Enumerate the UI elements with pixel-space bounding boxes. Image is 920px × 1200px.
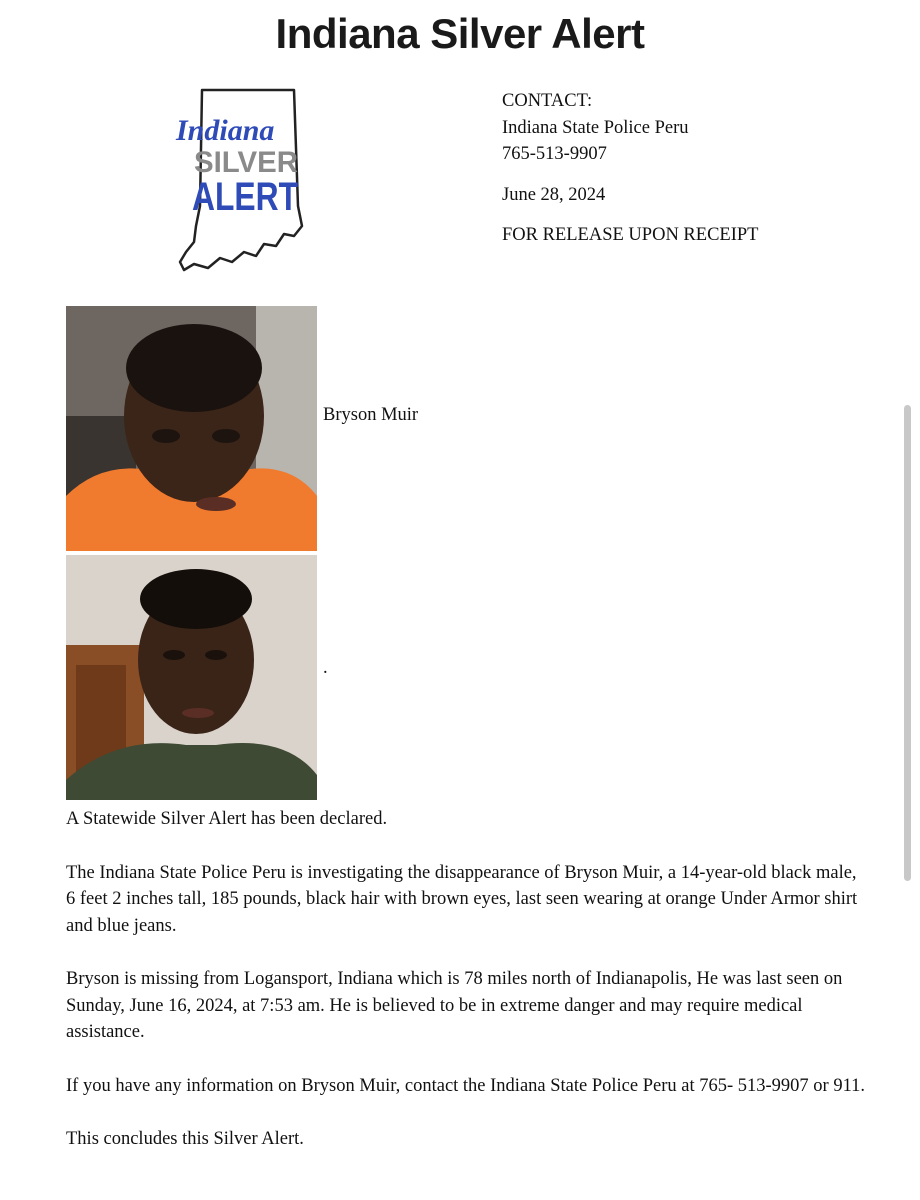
alert-body bbox=[66, 806, 866, 1180]
logo-text-alert: ALERT bbox=[192, 175, 298, 219]
silver-alert-logo bbox=[172, 86, 322, 276]
contact-label: CONTACT: bbox=[502, 91, 593, 111]
contact-agency: Indiana State Police Peru bbox=[502, 117, 689, 138]
photo-caption-1: Bryson Muir bbox=[323, 405, 419, 425]
vertical-scrollbar[interactable] bbox=[904, 405, 911, 881]
contact-block bbox=[502, 88, 758, 249]
logo-text-indiana: Indiana bbox=[176, 114, 275, 147]
photo-bryson-muir-1 bbox=[66, 306, 317, 551]
logo-text-silver: SILVER bbox=[194, 146, 299, 179]
alert-paragraph-conclusion: This concludes this Silver Alert. bbox=[66, 1129, 304, 1149]
photo-bryson-muir-2 bbox=[66, 555, 317, 800]
release-note: FOR RELEASE UPON RECEIPT bbox=[502, 225, 759, 245]
release-date: June 28, 2024 bbox=[502, 184, 606, 205]
alert-paragraph-contact: If you have any information on Bryson Muir, contact the Indiana State Police Peru at 765- 513-9907 or 911. bbox=[66, 1075, 866, 1096]
alert-paragraph-description: The Indiana State Police Peru is investigating the disappearance of Bryson Muir, a 14-year-old black male, 6 feet 2 inches tall, 185 pounds, black hair with brown eyes, last seen wearing at orange Under Armor shirt and blue jeans. bbox=[66, 862, 858, 936]
alert-paragraph-last-seen: Bryson is missing from Logansport, Indiana which is 78 miles north of Indianapolis, He was last seen on Sunday, June 16, 2024, at 7:53 am. He is believed to be in extreme danger and may require medical assistance. bbox=[66, 969, 843, 1042]
contact-phone: 765-513-9907 bbox=[502, 144, 607, 164]
page-title: Indiana Silver Alert bbox=[275, 10, 645, 57]
alert-paragraph-declared: A Statewide Silver Alert has been declared. bbox=[66, 809, 388, 829]
photo-caption-2: . bbox=[323, 658, 328, 678]
